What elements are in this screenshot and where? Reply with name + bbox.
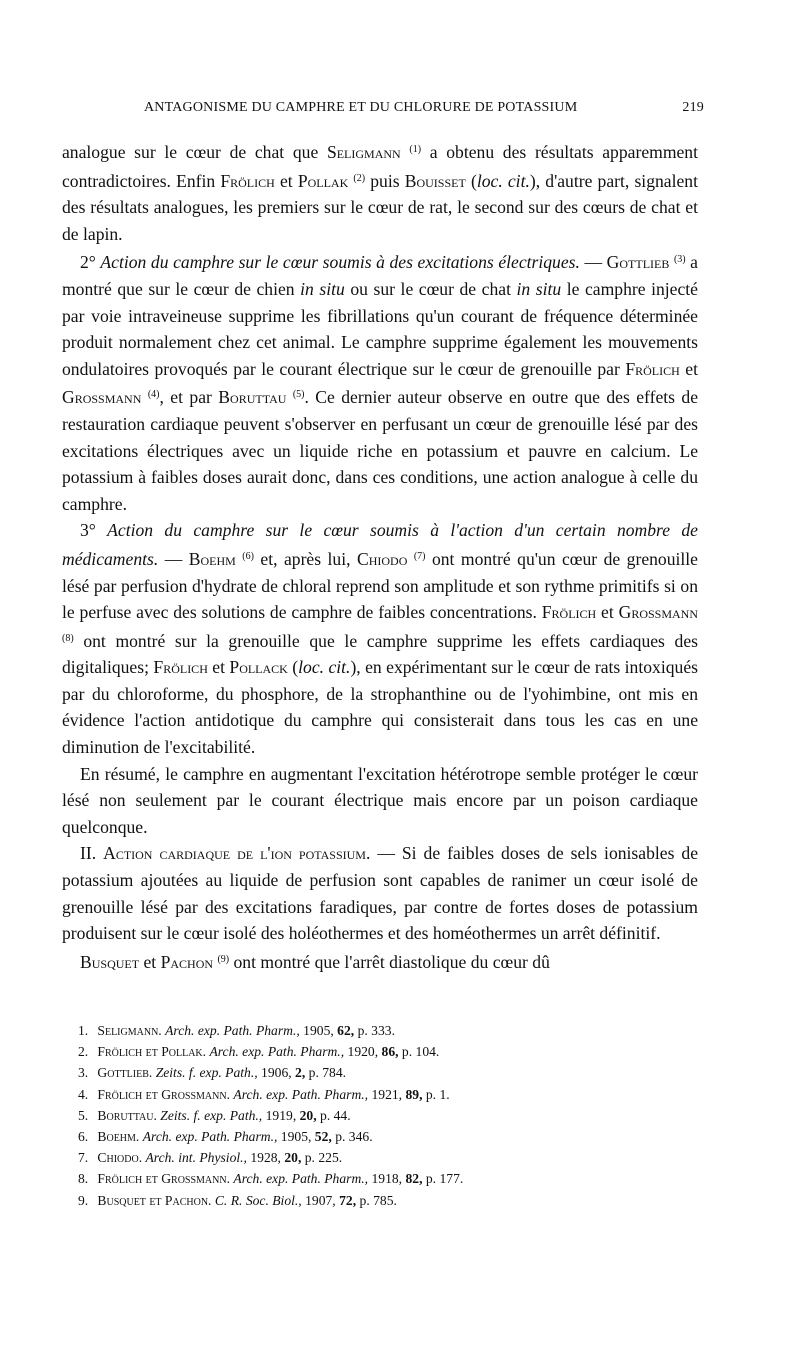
footnote-number: 4.: [78, 1086, 89, 1102]
footnote-year: 1921,: [371, 1086, 403, 1102]
footnote-year: 1906,: [261, 1065, 292, 1081]
author-name: Seligmann: [326, 142, 401, 162]
citation-loc: loc. cit.: [476, 170, 530, 191]
footnote-pages: p. 177.: [425, 1171, 464, 1187]
footnote-journal: Zeits. f. exp. Path.,: [155, 1065, 258, 1081]
footnote-author: Chiodo.: [97, 1150, 143, 1166]
author-name: Pollak: [297, 170, 349, 191]
page-number: 219: [682, 100, 704, 115]
footnote-pages: p. 784.: [308, 1065, 347, 1081]
footnote-year: 1905,: [280, 1129, 312, 1145]
footnote-author: Seligmann.: [97, 1023, 162, 1038]
text-run: ont montré qu'un cœur de grenouille lésé par perfusion d'hydrate de chloral reprend son amplitude et son rythme primitifs si on le perfuse avec des solutions de camphre de faibles concentrations.: [62, 548, 698, 623]
text-run: — Si de faibles doses de sels ionisables de potassium ajoutées au liquide de perfusion sont capables de ranimer un cœur isolé de grenouille lésé par des excitations faradiques, par contre de fortes doses de potassium produisent sur le cœur isolé des holéothermes et des homéothermes un arrêt définitif.: [62, 843, 699, 944]
section-number: 3°: [80, 520, 108, 541]
footnote-pages: p. 785.: [359, 1192, 397, 1208]
footnote-item: [78, 1041, 698, 1062]
footnote-journal: Arch. exp. Path. Pharm.,: [209, 1044, 345, 1060]
footnote-volume: 86,: [381, 1044, 399, 1060]
footnote-volume: 20,: [284, 1150, 302, 1166]
text-run: et: [596, 602, 619, 623]
body-text: [62, 137, 698, 975]
section-number: 2°: [80, 252, 101, 273]
paragraph-3: [62, 517, 698, 760]
paragraph-4: [62, 761, 698, 841]
author-name: Boruttau: [218, 387, 287, 408]
footnote-volume: 52,: [314, 1129, 332, 1145]
author-name: Frölich: [541, 602, 597, 623]
footnote-number: 6.: [78, 1129, 89, 1145]
footnote-pages: p. 346.: [335, 1129, 373, 1145]
text-run: , et par: [159, 387, 219, 408]
footnote-ref: (8): [62, 632, 74, 644]
footnote-volume: 20,: [299, 1107, 317, 1123]
text-run: a obtenu des résultats apparemment contradictoires. Enfin: [62, 142, 698, 191]
text-run: ont montré que l'arrêt diastolique du cœur dû: [229, 951, 550, 972]
footnote-author: Frölich et Grossmann.: [97, 1086, 230, 1102]
footnotes: [78, 1020, 698, 1211]
footnote-year: 1907,: [305, 1192, 336, 1208]
footnote-item: [78, 1147, 698, 1168]
footnote-volume: 89,: [405, 1086, 423, 1102]
text-run: analogue sur le cœur de chat que: [62, 142, 327, 162]
footnote-volume: 2,: [295, 1065, 306, 1081]
text-run: le camphre injecté par voie intraveineuse supprime les fibrillations qu'un courant de fréquence déterminée produit normalement chez cet animal. Le camphre supprime également les mouvements ondulatoires provoqués par le courant électrique sur le cœur de grenouille par: [62, 278, 698, 379]
text-run: —: [579, 252, 607, 273]
footnote-volume: 82,: [405, 1171, 423, 1187]
footnote-journal: Arch. exp. Path. Pharm.,: [165, 1023, 300, 1038]
footnote-journal: C. R. Soc. Biol.,: [214, 1192, 302, 1208]
running-title: ANTAGONISME DU CAMPHRE ET DU CHLORURE DE POTASSIUM: [144, 100, 578, 115]
footnote-pages: p. 225.: [304, 1150, 343, 1166]
footnote-year: 1928,: [250, 1150, 281, 1166]
author-name: Frölich: [220, 170, 275, 191]
footnote-ref: (1): [409, 144, 422, 155]
footnote-item: [78, 1168, 698, 1189]
text-run: . Ce dernier auteur observe en outre que des effets de restauration cardiaque peuvent s'observer en perfusant un cœur de grenouille lésé par des excitations électriques avec un liquide riche en potassium et pauvre en calcium. Le potassium à faibles doses aurait donc, dans ces conditions, une action analogue à celle du camphre.: [62, 387, 699, 514]
text-run: (: [465, 170, 477, 191]
footnote-volume: 72,: [339, 1192, 357, 1208]
footnote-author: Boruttau.: [97, 1107, 157, 1123]
footnote-number: 9.: [78, 1192, 89, 1208]
author-name: Pollack: [229, 657, 288, 678]
footnote-pages: p. 104.: [401, 1044, 440, 1060]
footnote-journal: Arch. exp. Path. Pharm.,: [233, 1086, 369, 1102]
author-name: Pachon: [160, 951, 214, 972]
footnote-journal: Arch. int. Physiol.,: [145, 1150, 247, 1166]
section-heading: Action du camphre sur le cœur soumis à l'action d'un certain nombre de médicaments.: [62, 520, 698, 569]
author-name: Frölich: [153, 657, 208, 678]
footnote-ref: (6): [242, 550, 254, 562]
footnote-year: 1918,: [371, 1171, 403, 1187]
footnote-year: 1905,: [303, 1023, 334, 1038]
text-run: a montré que sur le cœur de chien: [62, 252, 698, 299]
footnote-ref: (5): [292, 389, 305, 401]
section-number: II.: [80, 843, 104, 864]
text-run: —: [158, 548, 189, 569]
footnote-number: 5.: [78, 1107, 89, 1123]
latin-term: in situ: [516, 278, 562, 299]
author-name: Bouisset: [404, 170, 466, 191]
footnote-author: Frölich et Pollak.: [97, 1044, 207, 1060]
footnote-pages: p. 333.: [357, 1023, 395, 1038]
footnote-number: 3.: [78, 1065, 89, 1081]
footnote-item: [78, 1105, 698, 1126]
footnote-journal: Zeits. f. exp. Path.,: [160, 1107, 263, 1123]
footnote-number: 8.: [78, 1171, 89, 1187]
latin-term: in situ: [300, 278, 345, 299]
footnote-author: Boehm.: [97, 1129, 140, 1145]
footnote-item: [78, 1126, 698, 1147]
footnote-pages: p. 1.: [425, 1086, 450, 1102]
paragraph-6: [62, 947, 698, 976]
text-run: et: [139, 951, 161, 972]
footnote-pages: p. 44.: [320, 1107, 351, 1123]
text-run: ), d'autre part, signalent des résultats analogues, les premiers sur le cœur de rat, le second sur des cœurs de chat et de lapin.: [62, 170, 698, 244]
footnote-number: 2.: [78, 1044, 89, 1060]
footnote-ref: (9): [217, 953, 230, 965]
footnote-number: 1.: [78, 1023, 89, 1038]
footnote-volume: 62,: [337, 1023, 355, 1038]
text-run: et: [679, 358, 698, 379]
text-run: et: [274, 170, 298, 191]
paragraph-1: [62, 137, 698, 247]
footnote-ref: (4): [147, 389, 160, 401]
footnote-ref: (3): [673, 254, 686, 266]
footnote-item: [78, 1020, 698, 1041]
footnote-ref: (2): [353, 172, 366, 184]
author-name: Chiodo: [356, 548, 408, 569]
text-run: En résumé, le camphre en augmentant l'excitation hétérotrope semble protéger le cœur lésé non seulement par le courant électrique mais encore par un poison cardiaque quelconque.: [62, 763, 698, 837]
text-run: puis: [365, 170, 405, 191]
footnote-author: Gottlieb.: [97, 1065, 153, 1081]
text-run: (: [287, 657, 299, 678]
footnote-year: 1919,: [265, 1107, 297, 1123]
footnote-ref: (7): [413, 550, 426, 562]
footnote-journal: Arch. exp. Path. Pharm.,: [233, 1171, 369, 1187]
footnote-year: 1920,: [347, 1044, 379, 1060]
text-run: et, après lui,: [253, 548, 357, 569]
author-name: Frölich: [625, 358, 680, 379]
author-name: Grossmann: [62, 387, 142, 408]
footnote-number: 7.: [78, 1150, 89, 1166]
section-heading: Action cardiaque de l'ion potassium.: [103, 843, 371, 864]
author-name: Boehm: [188, 548, 236, 569]
author-name: Gottlieb: [606, 252, 670, 273]
text-run: et: [207, 657, 230, 678]
footnote-item: [78, 1062, 698, 1083]
text-run: ), en expérimentant sur le cœur de rats intoxiqués par du chloroforme, du phosphore, de la strophanthine ou de l'yohimbine, ont mis en évidence l'action antidotique du camphre qui consisterait dans tous les cas en une diminution de l'excitabilité.: [62, 657, 698, 758]
footnote-item: [78, 1084, 698, 1105]
author-name: Busquet: [80, 951, 140, 972]
footnote-journal: Arch. exp. Path. Pharm.,: [142, 1129, 278, 1145]
paragraph-2: [62, 247, 698, 517]
author-name: Grossmann: [618, 602, 699, 623]
text-run: ou sur le cœur de chat: [344, 278, 517, 299]
footnote-author: Frölich et Grossmann.: [97, 1171, 230, 1187]
text-run: ont montré sur la grenouille que le camphre supprime les effets cardiaques des digitaliques;: [62, 630, 698, 678]
footnote-item: [78, 1190, 698, 1211]
citation-loc: loc. cit.: [298, 657, 351, 678]
section-heading: Action du camphre sur le cœur soumis à des excitations électriques.: [100, 252, 580, 273]
footnote-author: Busquet et Pachon.: [97, 1192, 212, 1208]
paragraph-5: [62, 840, 698, 946]
